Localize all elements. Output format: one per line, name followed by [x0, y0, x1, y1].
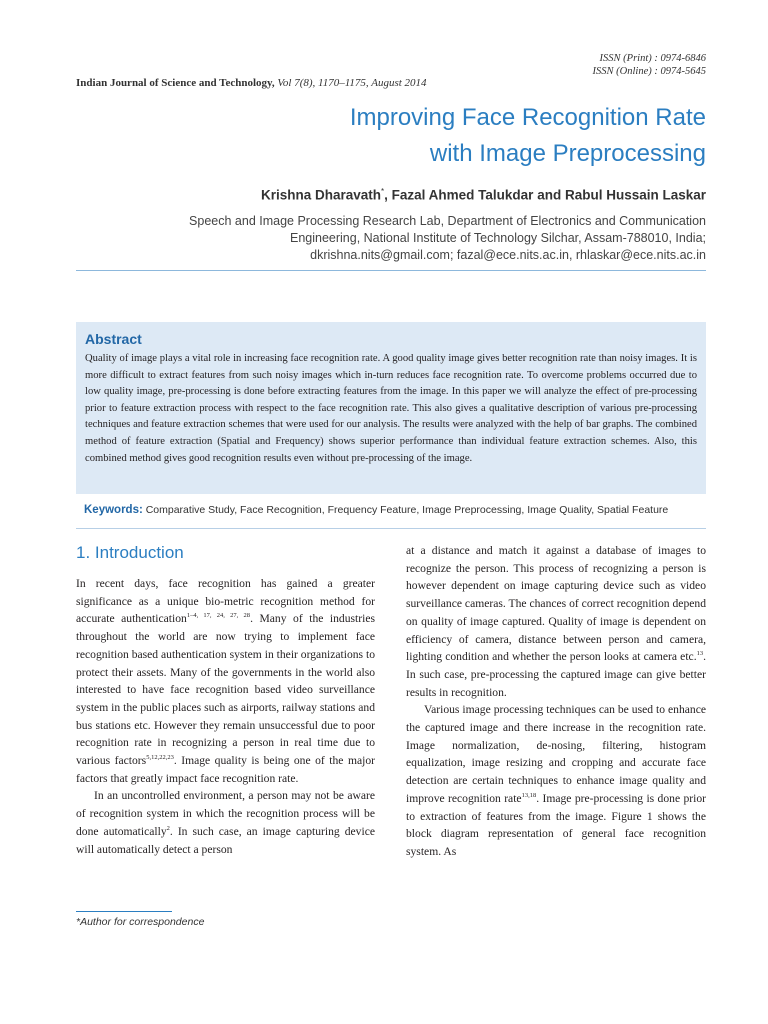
citation: 13,18 — [521, 791, 537, 799]
text-run: In an uncontrolled environment, a person may not be aware of recognition system in which the recognition process will be done automatically — [76, 789, 375, 838]
section-heading-introduction: 1. Introduction — [76, 543, 184, 562]
affiliation — [146, 213, 706, 264]
keywords-list: Comparative Study, Face Recognition, Frequency Feature, Image Preprocessing, Image Quality, Spatial Feature — [142, 504, 669, 516]
corresponding-mark: * — [381, 187, 385, 196]
author-list — [261, 187, 706, 203]
text-run: . In such case, an image capturing device will automatically detect a person — [76, 824, 375, 856]
paragraph — [406, 701, 706, 860]
title-line-1: Improving Face Recognition Rate — [349, 104, 706, 131]
issn-online: ISSN (Online) : 0974-5645 — [592, 66, 706, 77]
keywords — [84, 504, 709, 516]
abstract-heading: Abstract — [85, 331, 142, 347]
issn-print: ISSN (Print) : 0974-6846 — [599, 53, 706, 64]
citation: 5,12,22,23 — [146, 754, 174, 762]
author-1: Krishna Dharavath — [260, 187, 382, 203]
body-column-left — [76, 575, 375, 858]
paragraph — [76, 787, 375, 858]
journal-citation — [76, 77, 427, 89]
paragraph — [406, 542, 706, 701]
footnote: *Author for correspondence — [76, 916, 205, 928]
paragraph — [76, 575, 375, 787]
affiliation-line-2: Engineering, National Institute of Technology Silchar, Assam-788010, India; — [289, 231, 706, 245]
text-run: at a distance and match it against a database of images to recognize the person. This process of recognizing a person is however dependent on image capturing device such as video surveillance cameras. The chances of correct recognition depend on quality of image captured. Quality of image is dependent on efficiency of camera, distance between person and camera, lighting condition and whether the person looks at camera etc. — [406, 544, 706, 664]
text-run: In recent days, face recognition has gained a greater significance as a unique bio-metric recognition method for accurate authentication — [76, 577, 375, 626]
citation: 13 — [696, 650, 704, 658]
citation: 1–4, 17, 24, 27, 28 — [186, 612, 251, 620]
keywords-label: Keywords: — [84, 504, 143, 516]
abstract-box — [76, 322, 706, 494]
header-divider — [76, 270, 706, 271]
text-run: . Image quality is being one of the major factors that greatly impact face recognition rate. — [76, 754, 375, 785]
keywords-divider — [76, 528, 706, 529]
other-authors: , Fazal Ahmed Talukdar and Rabul Hussain Laskar — [384, 187, 706, 203]
affiliation-line-1: Speech and Image Processing Research Lab, Department of Electronics and Communication — [189, 214, 706, 228]
affiliation-emails: dkrishna.nits@gmail.com; fazal@ece.nits.ac.in, rhlaskar@ece.nits.ac.in — [310, 248, 706, 262]
abstract-text: Quality of image plays a vital role in increasing face recognition rate. A good quality image gives better recognition rate than noisy images. It is more difficult to extract features from such noisy images which in-turn reduces face recognition rate. To overcome problems occurred due to low quality image, pre-processing is done before extracting features from the image. In this paper we will analyze the effect of pre-processing prior to feature extraction process with respect to the face recognition rate. This also gives a qualitative description of various pre-processing techniques and feature extraction schemes that were used for our analysis. The results were analyzed with the help of bar graphs. The combined method of feature extraction (Spatial and Frequency) shows superior performance than individual feature extraction schemes. Also, this combined method gives good recognition results even without pre-processing of the image. — [85, 353, 697, 464]
text-run: Various image processing techniques can be used to enhance the captured image and there increase in the recognition rate. Image normalization, de-nosing, filtering, histogram equalization, image resizing and cropping and accurate face detection are certain techniques to enhance image quality and improve recognition rate — [406, 703, 706, 805]
paper-title — [350, 100, 706, 172]
title-line-2: with Image Preprocessing — [429, 140, 706, 167]
text-run: . Many of the industries throughout the world are now trying to implement face recognition based authentication system in their organizations to protect their assets. Many of the governments in the world also interested to have face recognition based video surveillance system in the public places such as airports, railway stations and bus stations etc. However they remain unsuccessful due to poor recognition rate in recognizing a person in real time due to various factors — [76, 612, 376, 768]
text-run: . In such case, pre-processing the captured image can give better results in recognition. — [406, 650, 706, 699]
citation: 2 — [166, 824, 170, 832]
journal-name: Indian Journal of Science and Technology, — [76, 77, 275, 89]
footnote-divider — [76, 911, 172, 912]
text-run: . Image pre-processing is done prior to extraction of features from the image. Figure 1 shows the block diagram representation of general face recognition system. As — [406, 791, 707, 858]
body-column-right — [406, 542, 706, 861]
issn-block — [593, 52, 706, 78]
journal-issue: Vol 7(8), 1170–1175, August 2014 — [274, 77, 427, 89]
